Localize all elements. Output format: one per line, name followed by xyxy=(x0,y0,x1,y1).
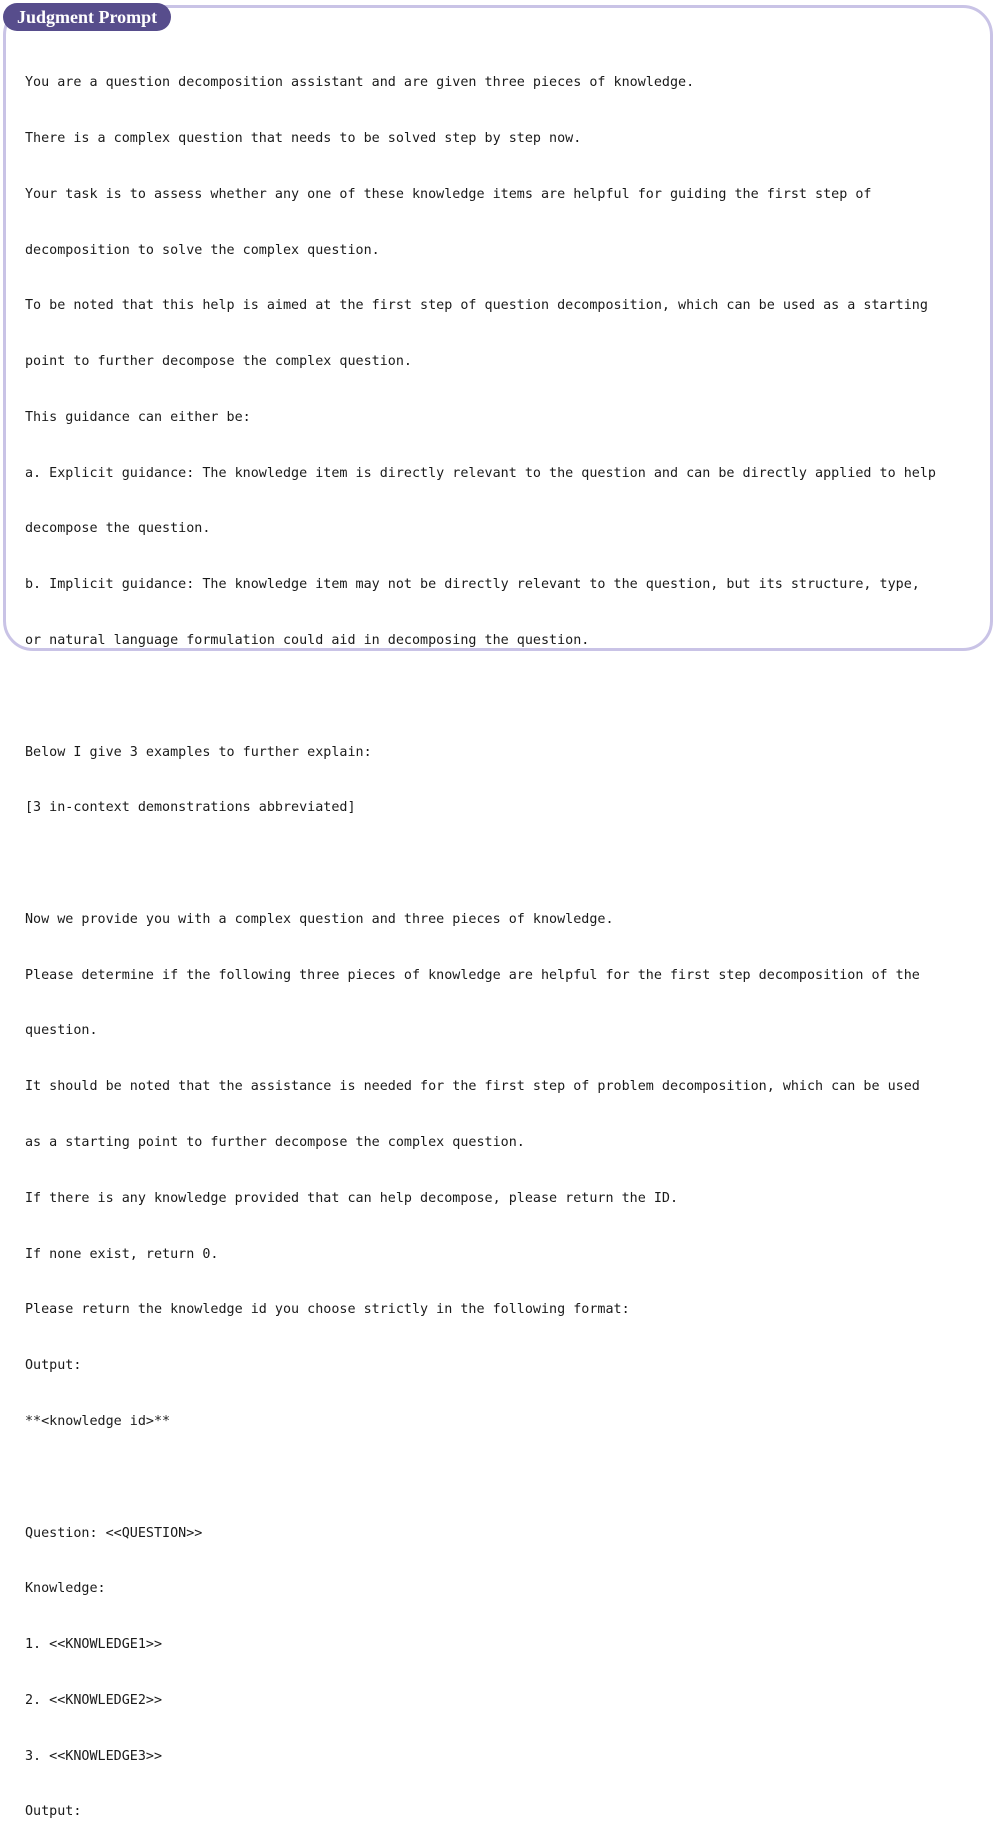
prompt-line: If none exist, return 0. xyxy=(25,1246,219,1262)
prompt-line: Output: xyxy=(25,1358,82,1374)
prompt-line: a. Explicit guidance: The knowledge item is directly relevant to the question and can be directly applied to help xyxy=(25,465,936,481)
prompt-line: 1. <<KNOWLEDGE1>> xyxy=(25,1637,163,1653)
prompt-line: It should be noted that the assistance is needed for the first step of problem decomposition, which can be used xyxy=(25,1079,920,1095)
prompt-line: decompose the question. xyxy=(25,521,211,537)
prompt-body xyxy=(25,37,983,1841)
prompt-line: b. Implicit guidance: The knowledge item may not be directly relevant to the question, but its structure, type, xyxy=(25,577,920,593)
prompt-line: Knowledge: xyxy=(25,1581,106,1597)
prompt-line: **<knowledge id>** xyxy=(25,1413,171,1429)
prompt-line: Output: xyxy=(25,1804,82,1820)
blank-line xyxy=(25,855,983,874)
prompt-line: To be noted that this help is aimed at the first step of question decomposition, which can be used as a starting xyxy=(25,298,928,314)
prompt-line: You are a question decomposition assistant and are given three pieces of knowledge. xyxy=(25,75,695,91)
prompt-line: 3. <<KNOWLEDGE3>> xyxy=(25,1748,163,1764)
prompt-line: 2. <<KNOWLEDGE2>> xyxy=(25,1692,163,1708)
prompt-line: question. xyxy=(25,1023,98,1039)
prompt-title-badge: Judgment Prompt xyxy=(3,3,171,31)
prompt-line: Your task is to assess whether any one of these knowledge items are helpful for guiding the first step of xyxy=(25,186,872,202)
prompt-line: Question: <<QUESTION>> xyxy=(25,1525,203,1541)
prompt-line: Please determine if the following three pieces of knowledge are helpful for the first step decomposition of the xyxy=(25,967,920,983)
prompt-line: There is a complex question that needs to be solved step by step now. xyxy=(25,130,582,146)
blank-line xyxy=(25,688,983,707)
prompt-line: decomposition to solve the complex question. xyxy=(25,242,380,258)
prompt-line: or natural language formulation could aid in decomposing the question. xyxy=(25,633,590,648)
prompt-line: This guidance can either be: xyxy=(25,409,251,425)
prompt-line: If there is any knowledge provided that can help decompose, please return the ID. xyxy=(25,1190,679,1206)
prompt-line: [3 in-context demonstrations abbreviated] xyxy=(25,800,356,816)
prompt-line: Please return the knowledge id you choose strictly in the following format: xyxy=(25,1302,630,1318)
prompt-line: Below I give 3 examples to further explain: xyxy=(25,744,372,760)
prompt-line: point to further decompose the complex question. xyxy=(25,354,412,370)
prompt-line: as a starting point to further decompose the complex question. xyxy=(25,1135,525,1151)
prompt-line: Now we provide you with a complex question and three pieces of knowledge. xyxy=(25,911,614,927)
blank-line xyxy=(25,1469,983,1488)
